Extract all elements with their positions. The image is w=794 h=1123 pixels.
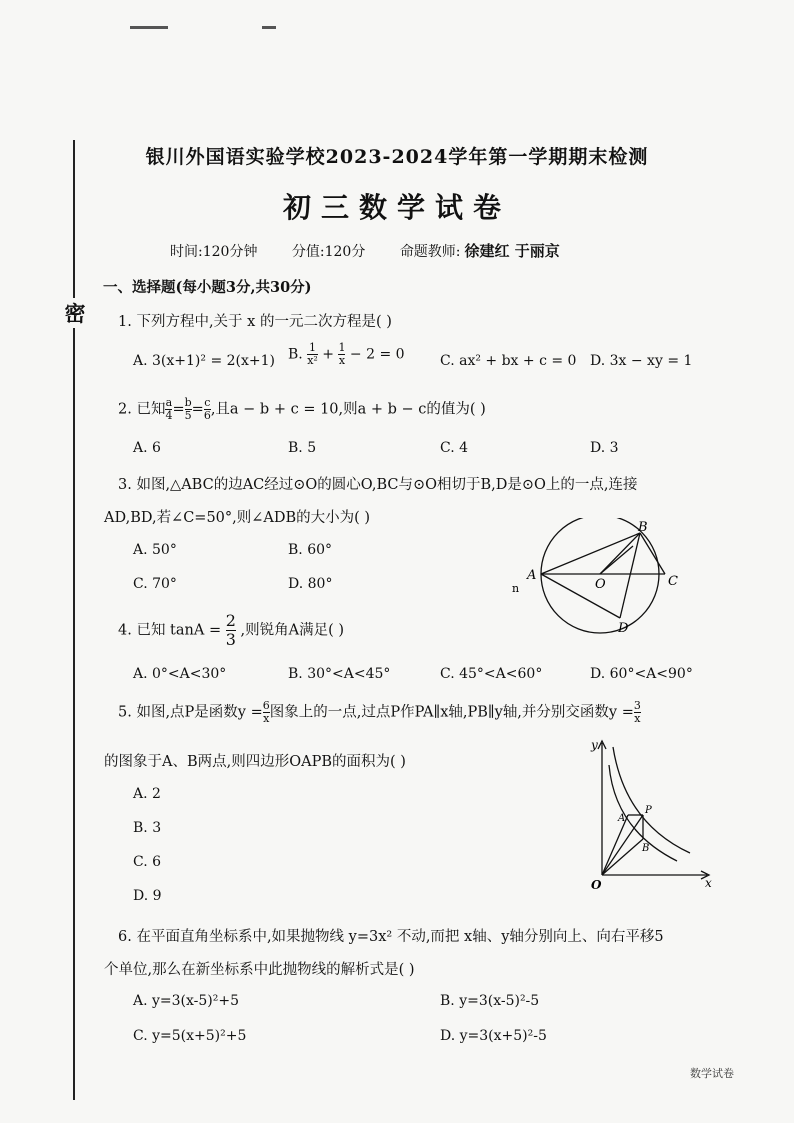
q6-option-a: A. y=3(x-5)²+5 — [133, 993, 240, 1009]
teacher-label: 命题教师: — [399, 244, 461, 260]
q6-option-b: B. y=3(x-5)²-5 — [440, 993, 540, 1009]
q5-stem-line1 — [118, 700, 641, 725]
q2-post: ,且a − b + c = 10,则a + b − c的值为( ) — [210, 401, 486, 418]
label-origin: O — [591, 878, 602, 892]
q4-option-c: C. 45°<A<60° — [440, 666, 543, 682]
q5-option-c: C. 6 — [133, 854, 162, 870]
exam-meta — [170, 240, 590, 261]
q5-option-d: D. 9 — [133, 888, 162, 904]
q3-stem-line2: AD,BD,若∠C=50°,则∠ADB的大小为( ) — [104, 510, 371, 526]
q5-option-a: A. 2 — [133, 786, 161, 802]
label-p: P — [645, 805, 652, 816]
school-title: 银川外国语实验学校2023-2024学年第一学期期末检测 — [145, 146, 649, 168]
q5-stem-line2: 的图象于A、B两点,则四边形OAPB的面积为( ) — [104, 754, 406, 770]
q1-frac-1: $\frac{1}{\text{x²}}$ — [307, 341, 318, 367]
q3-stem-line1: 3. 如图,△ABC的边AC经过⊙O的圆心O,BC与⊙O相切于B,D是⊙O上的一点,连接 — [118, 477, 638, 493]
q2-option-c: C. 4 — [440, 440, 469, 456]
q1-plus: + — [322, 346, 335, 363]
q1-option-b — [288, 342, 405, 367]
label-d: D — [618, 621, 629, 636]
segment-od — [600, 546, 633, 574]
q2-frac-c: $\frac{c}{6}$ — [203, 396, 211, 422]
q6-option-c: C. y=5(x+5)²+5 — [133, 1028, 247, 1044]
q1-frac-2: $\frac{1}{x}$ — [338, 341, 346, 367]
q1-option-a: A. 3(x+1)² = 2(x+1) — [133, 353, 275, 369]
q2-frac-a: $\frac{a}{4}$ — [165, 396, 173, 422]
axis-label-y: y — [591, 738, 598, 752]
q5-hyperbola-figure — [585, 735, 715, 895]
q5-mid: 图象上的一点,过点P作PA∥x轴,PB∥y轴,并分别交函数y = — [269, 704, 634, 721]
q4-option-b: B. 30°<A<45° — [288, 666, 391, 682]
label-a: A — [527, 568, 537, 583]
label-n: n — [512, 582, 520, 595]
q3-option-a: A. 50° — [133, 542, 177, 558]
q2-stem: 2. 已知 $\frac{a}{4}$ = $\frac{b}{5}$ = $\frac{c}{6}$ ,且a − b + c = 10,则a + b − c的值为( ) — [118, 396, 486, 422]
q1-option-b-end: − 2 = 0 — [349, 346, 405, 363]
q2-pre: 2. 已知 — [118, 401, 166, 418]
exam-time: 时间:120分钟 — [170, 244, 258, 260]
q3-option-c: C. 70° — [133, 576, 177, 592]
q1-option-c: C. ax² + bx + c = 0 — [440, 353, 577, 369]
label-c: C — [668, 574, 678, 589]
binding-line — [73, 140, 75, 1100]
segment-ad — [541, 574, 620, 618]
q5-frac-6: $\frac{6}{x}$ — [262, 699, 270, 725]
q3-option-b: B. 60° — [288, 542, 333, 558]
segment-ob — [600, 533, 640, 574]
exam-score: 分值:120分 — [291, 244, 366, 260]
q1-option-b-label: B. — [288, 346, 303, 363]
q5-pre: 5. 如图,点P是函数y = — [118, 704, 263, 721]
q4-option-d: D. 60°<A<90° — [590, 666, 693, 682]
footer-text: 数学试卷 — [690, 1067, 734, 1080]
label-b: B — [638, 520, 648, 535]
q3-option-d: D. 80° — [288, 576, 333, 592]
q1-option-d: D. 3x − xy = 1 — [590, 353, 693, 369]
q4-pre: 4. 已知 tanA = — [118, 622, 222, 639]
q5-option-b: B. 3 — [133, 820, 162, 836]
axis-label-x: x — [705, 876, 712, 890]
q4-frac: $\frac{2}{3}$ — [225, 611, 236, 649]
q6-stem-line1: 6. 在平面直角坐标系中,如果抛物线 y=3x² 不动,而把 x轴、y轴分别向上、向右平移5 — [118, 929, 664, 945]
q2-option-d: D. 3 — [590, 440, 619, 456]
q5-frac-3: $\frac{3}{x}$ — [633, 699, 641, 725]
label-b: B — [642, 843, 650, 854]
q4-stem — [118, 612, 344, 649]
q2-option-a: A. 6 — [133, 440, 161, 456]
curve-y6x — [613, 747, 690, 853]
q4-option-a: A. 0°<A<30° — [133, 666, 227, 682]
q3-circle-figure — [505, 518, 690, 638]
top-mark-left — [130, 26, 168, 29]
label-o: O — [595, 577, 606, 592]
q6-option-d: D. y=3(x+5)²-5 — [440, 1028, 547, 1044]
q2-frac-b: $\frac{b}{5}$ — [184, 396, 192, 422]
binding-text: 密 — [61, 298, 89, 328]
label-a: A — [618, 813, 626, 824]
top-mark-right — [262, 26, 276, 29]
q2-option-b: B. 5 — [288, 440, 317, 456]
paper-title: 初三数学试卷 — [282, 191, 511, 224]
q6-stem-line2: 个单位,那么在新坐标系中此抛物线的解析式是( ) — [104, 962, 415, 978]
section-title: 一、选择题(每小题3分,共30分) — [103, 279, 312, 296]
q1-stem: 1. 下列方程中,关于 x 的一元二次方程是( ) — [118, 314, 392, 330]
segment-oa — [602, 815, 628, 875]
q4-post: ,则锐角A满足( ) — [240, 622, 345, 639]
segment-bc — [640, 533, 665, 574]
segment-bd — [620, 533, 640, 618]
teacher-names: 徐建红 于丽京 — [464, 242, 560, 260]
